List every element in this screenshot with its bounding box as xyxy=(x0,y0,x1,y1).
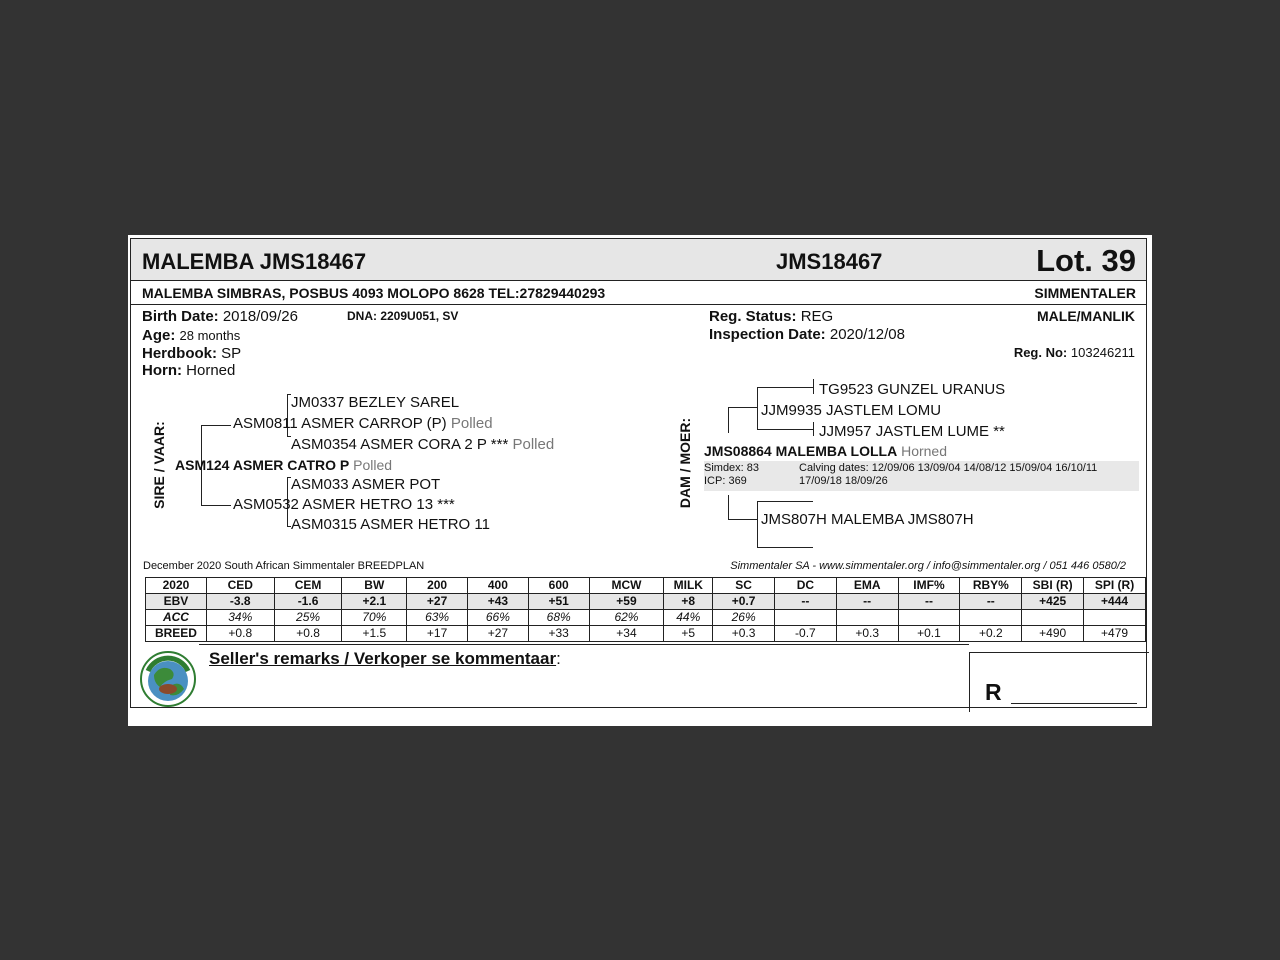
ebv-cell: +27 xyxy=(467,626,528,642)
ebv-cell: +0.3 xyxy=(836,626,898,642)
dam-name: JMS08864 MALEMBA LOLLA xyxy=(704,443,898,459)
price-line[interactable] xyxy=(1011,703,1137,704)
ebv-cell: 68% xyxy=(528,610,589,626)
dam-side-label: DAM / MOER: xyxy=(677,417,693,509)
ebv-col-header: 200 xyxy=(407,578,468,594)
acc-row xyxy=(146,610,1146,626)
horn-value: Horned xyxy=(186,362,236,379)
ebv-col-header: CED xyxy=(206,578,274,594)
sire-gs1-dam: ASM0354 ASMER CORA 2 P *** xyxy=(291,436,509,453)
horn-label: Horn: xyxy=(142,362,182,379)
ebv-col-header: CEM xyxy=(274,578,342,594)
age-label: Age: xyxy=(142,327,176,344)
ebv-cell: +2.1 xyxy=(342,594,407,610)
ebv-cell: +1.5 xyxy=(342,626,407,642)
calving-dates-2: 17/09/18 18/09/26 xyxy=(799,475,888,487)
sire-gs2: ASM0532 ASMER HETRO 13 *** xyxy=(233,496,455,513)
remarks-colon: : xyxy=(556,649,561,668)
animal-name: MALEMBA JMS18467 xyxy=(142,249,367,274)
animal-reg-code: JMS18467 xyxy=(776,249,883,274)
ebv-col-header: MILK xyxy=(664,578,713,594)
reg-no-label: Reg. No: xyxy=(1013,345,1068,360)
card-frame xyxy=(130,238,1147,708)
ebv-cell: 25% xyxy=(274,610,342,626)
ebv-row-label: BREED xyxy=(146,626,207,642)
ebv-cell: +17 xyxy=(407,626,468,642)
contact-caption: Simmentaler SA - www.simmentaler.org / info@simmentaler.org / 051 446 0580/2 xyxy=(730,560,1126,572)
breed-avg-row xyxy=(146,626,1146,642)
ebv-col-header: BW xyxy=(342,578,407,594)
sire-name: ASM124 ASMER CATRO P xyxy=(175,457,350,473)
reg-status-label: Reg. Status: xyxy=(709,308,797,325)
herdbook-row xyxy=(142,345,241,362)
ebv-cell: 70% xyxy=(342,610,407,626)
sire-gs1-dam-status: Polled xyxy=(512,436,555,453)
age-row xyxy=(142,327,240,344)
birth-date-label: Birth Date: xyxy=(142,308,219,325)
ebv-header-row xyxy=(146,578,1146,594)
ebv-cell: +0.8 xyxy=(206,626,274,642)
breedplan-caption: December 2020 South African Simmentaler BREEDPLAN xyxy=(143,560,425,572)
sire-row xyxy=(175,457,392,473)
simmentaler-globe-logo-icon xyxy=(140,651,196,707)
ebv-col-header: MCW xyxy=(589,578,664,594)
breed-name: SIMMENTALER xyxy=(1034,285,1136,301)
ebv-cell xyxy=(1022,610,1084,626)
ebv-cell: +0.3 xyxy=(713,626,775,642)
dam-status: Horned xyxy=(901,443,947,459)
age-value: 28 months xyxy=(179,328,241,343)
remarks-heading xyxy=(209,649,561,669)
ebv-cell: +8 xyxy=(664,594,713,610)
dam-bracket-bottom xyxy=(728,495,729,519)
card-header xyxy=(131,239,1146,281)
ebv-cell: +51 xyxy=(528,594,589,610)
herdbook-label: Herdbook: xyxy=(142,345,217,362)
ebv-col-header: SPI (R) xyxy=(1084,578,1146,594)
ebv-cell: 62% xyxy=(589,610,664,626)
dam-calving-row1 xyxy=(799,462,1097,474)
ebv-cell xyxy=(898,610,960,626)
calving-dates-1: 12/09/06 13/09/04 14/08/12 15/09/04 16/10/11 xyxy=(871,462,1098,474)
ebv-col-header: 400 xyxy=(467,578,528,594)
ebv-cell: +0.7 xyxy=(713,594,775,610)
ebv-row-label: ACC xyxy=(146,610,207,626)
ebv-col-header: IMF% xyxy=(898,578,960,594)
ebv-cell: 26% xyxy=(713,610,775,626)
dam-icp: ICP: 369 xyxy=(704,475,747,487)
sire-gs2-sire: ASM033 ASMER POT xyxy=(291,476,441,493)
dam-gs2: JMS807H MALEMBA JMS807H xyxy=(761,511,974,528)
sire-gs1-status: Polled xyxy=(450,415,493,432)
ebv-col-header: EMA xyxy=(836,578,898,594)
sire-gs1: ASM0811 ASMER CARROP (P) xyxy=(233,415,447,432)
dam-gs1: JJM9935 JASTLEM LOMU xyxy=(761,402,942,419)
ebv-table xyxy=(145,577,1146,642)
ebv-cell: +43 xyxy=(467,594,528,610)
sire-gs1-dam-row xyxy=(291,436,554,453)
reg-no-value: 103246211 xyxy=(1070,345,1135,360)
ebv-cell: +490 xyxy=(1022,626,1084,642)
dam-simdex: Simdex: 83 xyxy=(704,462,760,474)
ebv-cell xyxy=(836,610,898,626)
herdbook-value: SP xyxy=(221,345,242,362)
inspection-value: 2020/12/08 xyxy=(829,326,905,343)
ebv-row xyxy=(146,594,1146,610)
sire-status: Polled xyxy=(353,457,393,473)
inspection-label: Inspection Date: xyxy=(709,326,826,343)
ebv-cell: -- xyxy=(898,594,960,610)
ebv-cell: -1.6 xyxy=(274,594,342,610)
ebv-cell: +33 xyxy=(528,626,589,642)
ebv-cell xyxy=(1084,610,1146,626)
ebv-cell: 66% xyxy=(467,610,528,626)
sire-gs2-dam: ASM0315 ASMER HETRO 11 xyxy=(291,516,490,533)
ebv-cell xyxy=(960,610,1022,626)
dam-bracket-top xyxy=(728,407,729,433)
ebv-cell: -3.8 xyxy=(206,594,274,610)
sire-gs1-row xyxy=(233,415,493,432)
auction-card xyxy=(128,235,1152,726)
ebv-cell: +34 xyxy=(589,626,664,642)
ebv-col-header: SBI (R) xyxy=(1022,578,1084,594)
ebv-cell: +5 xyxy=(664,626,713,642)
reg-no-row xyxy=(1014,345,1135,360)
ebv-cell: +59 xyxy=(589,594,664,610)
owner-address: MALEMBA SIMBRAS, POSBUS 4093 MOLOPO 8628 TEL:27829440293 xyxy=(142,285,606,301)
price-prefix: R xyxy=(985,679,1002,705)
inspection-row xyxy=(709,326,905,343)
ebv-cell: +425 xyxy=(1022,594,1084,610)
dam-gs1-bracket xyxy=(757,387,758,429)
ebv-cell: 63% xyxy=(407,610,468,626)
remarks-text: Seller's remarks / Verkoper se kommentaar xyxy=(209,649,557,668)
ebv-cell: -- xyxy=(960,594,1022,610)
horn-row xyxy=(142,362,235,379)
ebv-cell: +0.8 xyxy=(274,626,342,642)
ebv-col-header: 600 xyxy=(528,578,589,594)
sire-gs1-sire: JM0337 BEZLEY SAREL xyxy=(291,394,460,411)
ebv-cell: +479 xyxy=(1084,626,1146,642)
ebv-cell: +27 xyxy=(407,594,468,610)
ebv-cell: +0.1 xyxy=(898,626,960,642)
dam-row xyxy=(704,443,947,459)
dam-gs1-sire: TG9523 GUNZEL URANUS xyxy=(819,381,1006,398)
birth-date-value: 2018/09/26 xyxy=(222,308,298,325)
birth-date-row xyxy=(142,308,298,325)
ebv-cell: +0.2 xyxy=(960,626,1022,642)
sex: MALE/MANLIK xyxy=(1037,308,1135,324)
ebv-cell: 44% xyxy=(664,610,713,626)
calving-label: Calving dates: xyxy=(799,462,869,474)
ebv-row-label: EBV xyxy=(146,594,207,610)
ebv-cell: 34% xyxy=(206,610,274,626)
ebv-col-header: SC xyxy=(713,578,775,594)
ebv-cell: -- xyxy=(775,594,837,610)
lot-number: Lot. 39 xyxy=(1036,243,1136,278)
sire-side-label: SIRE / VAAR: xyxy=(151,421,167,509)
dam-gs2-bracket xyxy=(757,501,758,547)
owner-divider xyxy=(131,304,1146,305)
dna-info: DNA: 2209U051, SV xyxy=(347,309,459,323)
ebv-cell: -- xyxy=(836,594,898,610)
dam-gs1-dam: JJM957 JASTLEM LUME ** xyxy=(819,423,1005,440)
reg-status-row xyxy=(709,308,833,325)
ebv-cell: +444 xyxy=(1084,594,1146,610)
ebv-col-header: 2020 xyxy=(146,578,207,594)
reg-status-value: REG xyxy=(800,308,834,325)
ebv-cell xyxy=(775,610,837,626)
ebv-cell: -0.7 xyxy=(775,626,837,642)
ebv-col-header: RBY% xyxy=(960,578,1022,594)
ebv-col-header: DC xyxy=(775,578,837,594)
